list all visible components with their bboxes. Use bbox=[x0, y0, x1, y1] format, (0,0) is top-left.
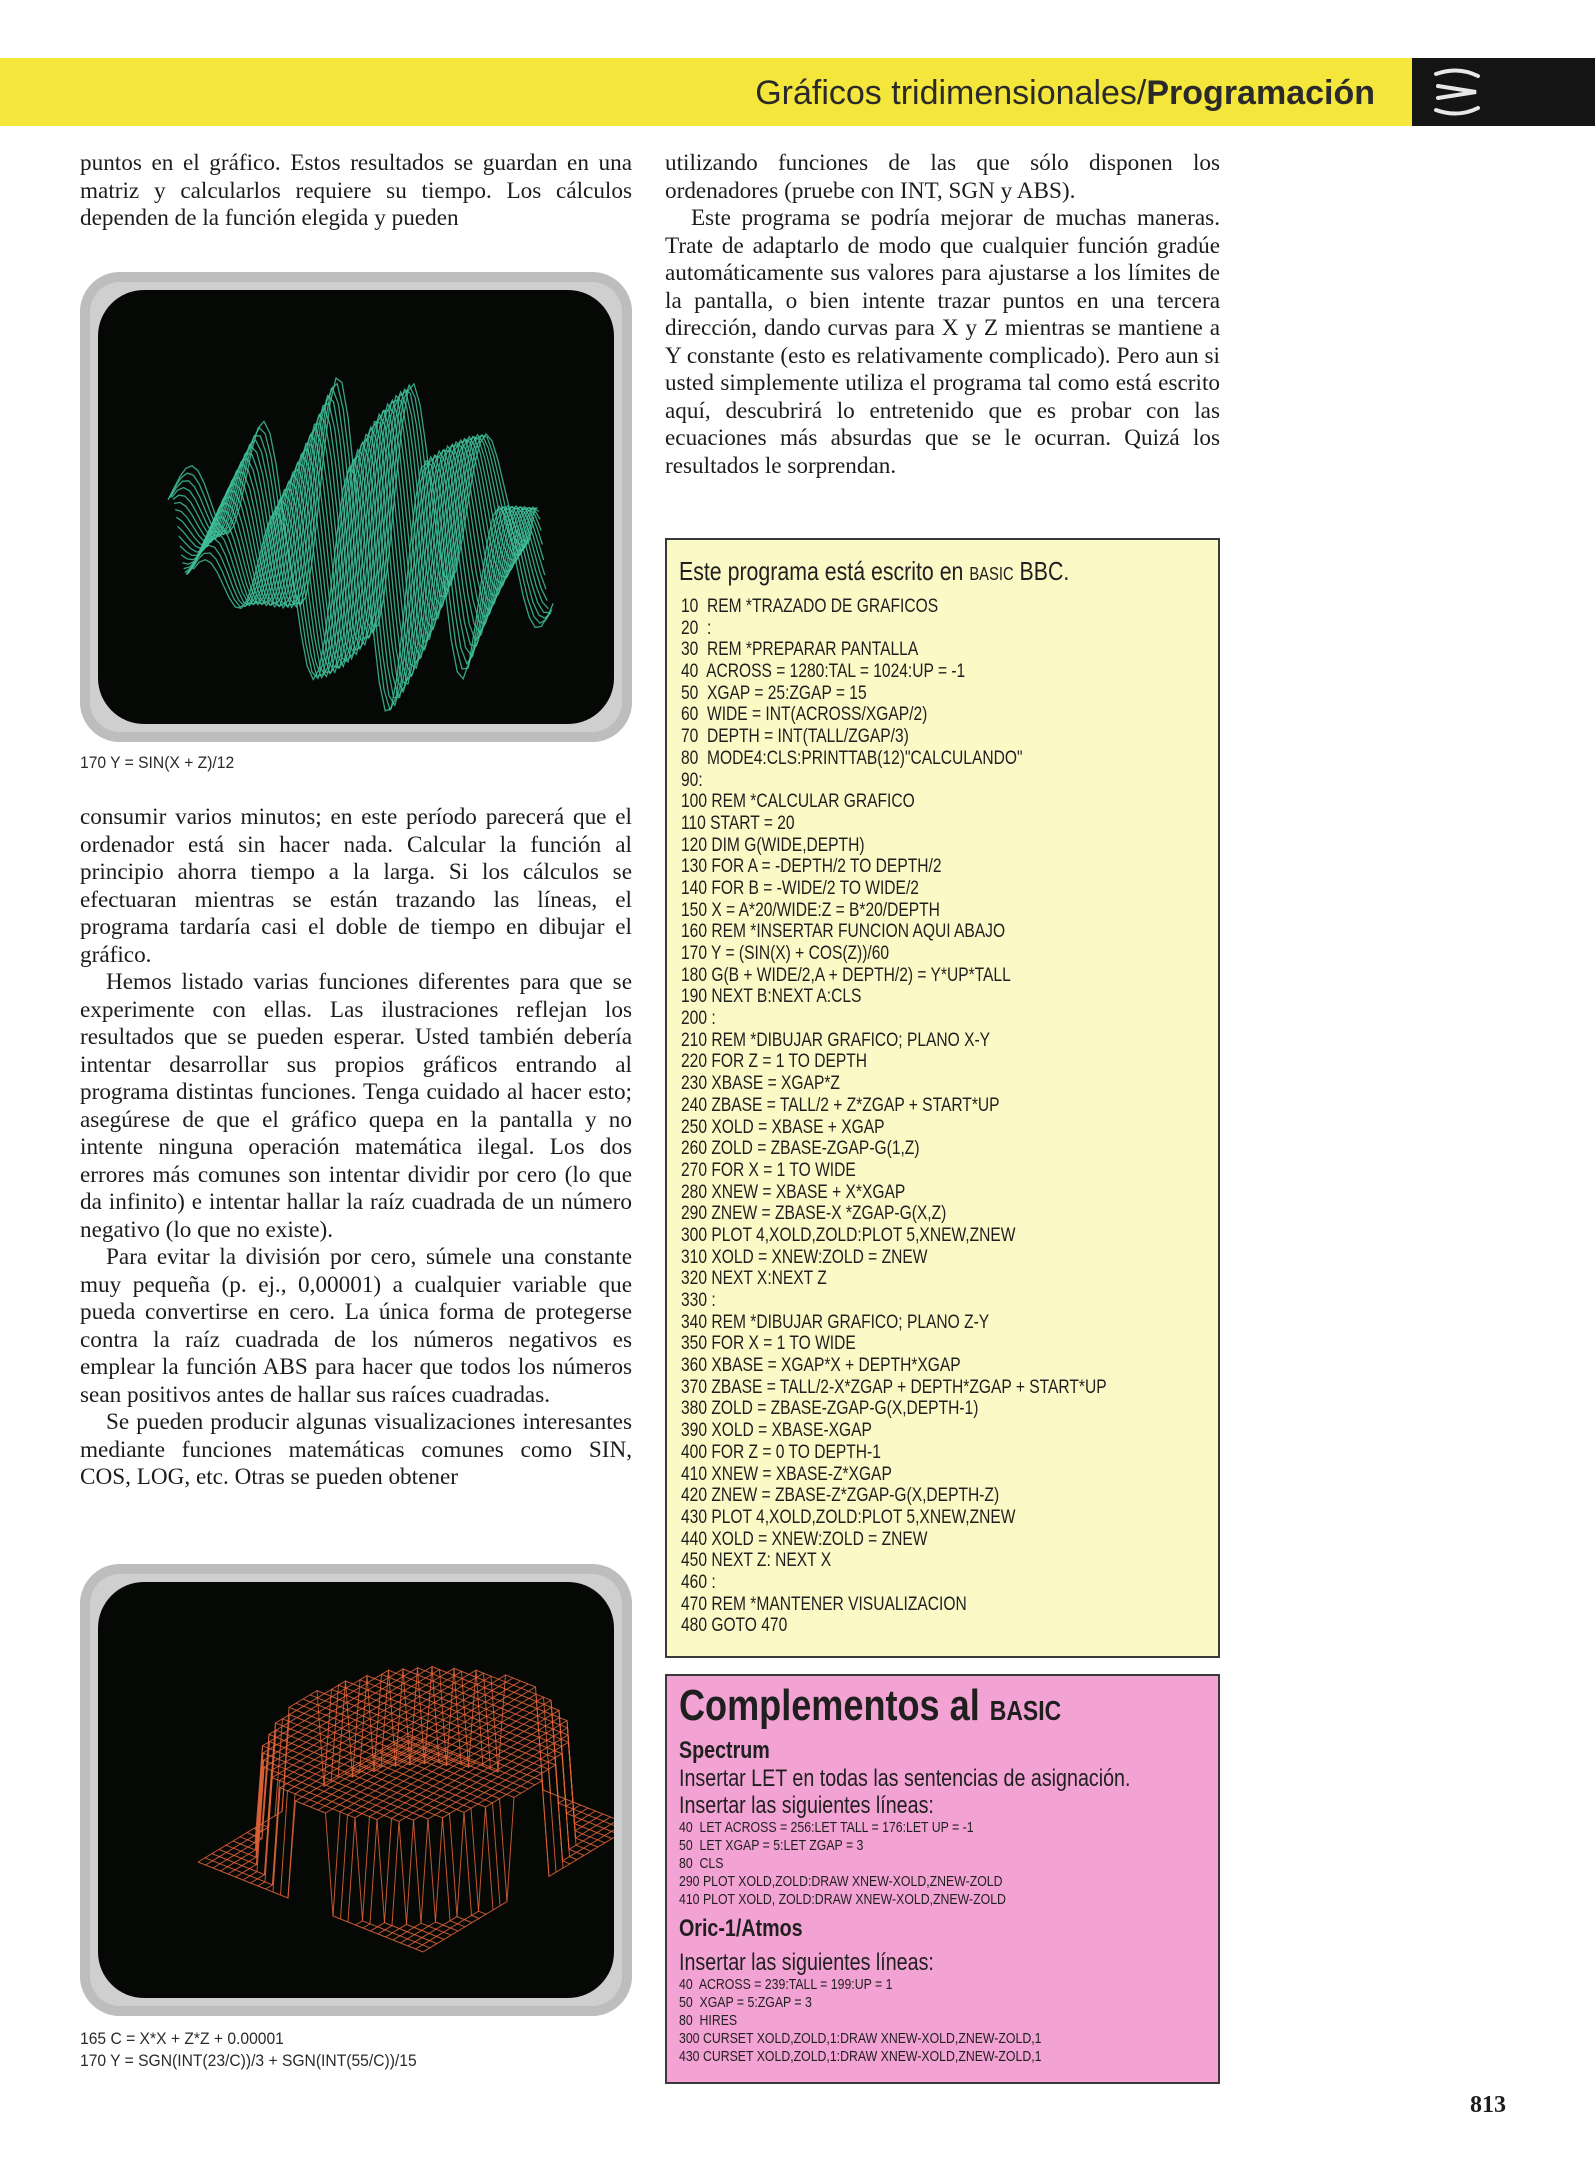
listing-line: 130 FOR A = -DEPTH/2 TO DEPTH/2 bbox=[681, 856, 942, 878]
left-paragraph-3: Para evitar la división por cero, súmele una constante muy pequeña (p. ej., 0,00001) a cualquier variable que pueda convertirse en cero. La única forma de protegerse contra la raíz cuadrada de los números negativos es emplear la función ABS para hacer que todos los números sean positivos antes de hallar sus raíces cuadradas. bbox=[80, 1244, 632, 1408]
listing-line: 460 : bbox=[681, 1571, 716, 1593]
listing-line: 280 XNEW = XBASE + X*XGAP bbox=[681, 1181, 906, 1203]
figure-monitor-tower bbox=[80, 1564, 632, 2016]
spectrum-heading: Spectrum bbox=[679, 1737, 770, 1764]
program-listing bbox=[681, 596, 1173, 1637]
right-paragraph-2: Este programa se podría mejorar de muchas maneras. Trate de adaptarlo de modo que cualquier función gradúe automáticamente sus valores para ajustarse a los límites de la pantalla, o bien intente trazar puntos en una tercera dirección, dando curvas para X y Z mientras se mantiene a Y constante (esto es relativamente complicado). Pero aun si usted simplemente utiliza el programa tal como está escrito aquí, descubrirá lo entretenido que es probar con las ecuaciones más absurdas que se le ocurran. Quizá los resultados le sorprendan. bbox=[665, 205, 1220, 479]
left-column-body bbox=[80, 804, 632, 1492]
oric-code-line: 430 CURSET XOLD,ZOLD,1:DRAW XNEW-XOLD,ZNEW-ZOLD,1 bbox=[679, 2048, 1042, 2065]
oric-code-line: 50 XGAP = 5:ZGAP = 3 bbox=[679, 1994, 812, 2011]
listing-line: 260 ZOLD = ZBASE-ZGAP-G(1,Z) bbox=[681, 1138, 920, 1160]
listing-title bbox=[679, 556, 1069, 589]
section-tab bbox=[1412, 58, 1595, 126]
spectrum-text-1: Insertar LET en todas las sentencias de asignación. bbox=[679, 1765, 1131, 1792]
tower-mesh-line bbox=[326, 1687, 536, 1813]
page-number: 813 bbox=[1470, 2092, 1506, 2118]
oric-code-line: 300 CURSET XOLD,ZOLD,1:DRAW XNEW-XOLD,ZNEW-ZOLD,1 bbox=[679, 2030, 1042, 2047]
listing-line: 480 GOTO 470 bbox=[681, 1615, 788, 1637]
listing-line: 150 X = A*20/WIDE:Z = B*20/DEPTH bbox=[681, 899, 940, 921]
listing-line: 250 XOLD = XBASE + XGAP bbox=[681, 1116, 885, 1138]
listing-line: 340 REM *DIBUJAR GRAFICO; PLANO Z-Y bbox=[681, 1311, 990, 1333]
oric-code-line: 80 HIRES bbox=[679, 2012, 738, 2029]
listing-line: 20 : bbox=[681, 617, 712, 639]
spectrum-code-line: 40 LET ACROSS = 256:LET TALL = 176:LET UP = -1 bbox=[679, 1819, 974, 1836]
tower-mesh-line bbox=[254, 1734, 479, 1918]
complementos-title bbox=[679, 1680, 1212, 1737]
listing-line: 70 DEPTH = INT(TALL/ZGAP/3) bbox=[681, 726, 909, 748]
listing-line: 110 START = 20 bbox=[681, 812, 795, 834]
listing-line: 450 NEXT Z: NEXT X bbox=[681, 1550, 832, 1572]
listing-line: 330 : bbox=[681, 1290, 716, 1311]
listing-line: 160 REM *INSERTAR FUNCION AQUI ABAJO bbox=[681, 921, 1006, 943]
oric-code-line: 40 ACROSS = 239:TALL = 199:UP = 1 bbox=[679, 1976, 893, 1993]
complementos-content bbox=[679, 1680, 1212, 2066]
listing-line: 310 XOLD = XNEW:ZOLD = ZNEW bbox=[681, 1246, 928, 1268]
listing-line: 90: bbox=[681, 769, 703, 791]
spectrum-code bbox=[679, 1819, 1212, 1909]
spectrum-text-2: Insertar las siguientes líneas: bbox=[679, 1792, 934, 1819]
listing-title-suffix: BBC. bbox=[1013, 556, 1070, 586]
header-title-bold: Programación bbox=[1146, 74, 1375, 112]
complementos-title-basic: BASIC bbox=[989, 1695, 1062, 1726]
listing-line: 320 NEXT X:NEXT Z bbox=[681, 1268, 827, 1290]
listing-line: 170 Y = (SIN(X) + COS(Z))/60 bbox=[681, 943, 890, 964]
listing-line: 140 FOR B = -WIDE/2 TO WIDE/2 bbox=[681, 877, 919, 899]
tower-mesh-line bbox=[198, 1801, 423, 1952]
left-paragraph-2: Hemos listado varias funciones diferentes para que se experimente con ellas. Las ilustraciones reflejan los resultados que se pueden esperar. Usted también debería intentar desarrollar sus propios gráficos entrando al programa distintas funciones. Tenga cuidado al hacer esto; asegúrese de que el gráfico quepa en la pantalla y no intente ninguna operación matemática ilegal. Los dos errores más comunes son intentar dividir por cero (lo que da infinito) e intentar hallar la raíz cuadrada de un número negativo (lo que no existe). bbox=[80, 969, 632, 1243]
complementos-title-prefix: Complementos al bbox=[679, 1681, 990, 1730]
listing-line: 240 ZBASE = TALL/2 + Z*ZGAP + START*UP bbox=[681, 1094, 1000, 1116]
listing-line: 440 XOLD = XNEW:ZOLD = ZNEW bbox=[681, 1528, 928, 1550]
listing-line: 400 FOR Z = 0 TO DEPTH-1 bbox=[681, 1441, 881, 1463]
listing-line: 200 : bbox=[681, 1008, 716, 1030]
listing-line: 190 NEXT B:NEXT A:CLS bbox=[681, 986, 862, 1008]
page-header-title bbox=[755, 68, 1375, 118]
monitor-screen-tower bbox=[98, 1582, 614, 1998]
listing-line: 230 XBASE = XGAP*Z bbox=[681, 1073, 840, 1095]
left-paragraph-1: consumir varios minutos; en este período parecerá que el ordenador está sin hacer nada. Calcular la función al principio ahorra tiempo a la larga. Si los cálculos se efectuaran mientras se están trazando las líneas, el programa tardaría casi el doble de tiempo en dibujar el gráfico. bbox=[80, 804, 632, 968]
listing-line: 220 FOR Z = 1 TO DEPTH bbox=[681, 1051, 868, 1073]
monitor-screen-wave bbox=[98, 290, 614, 724]
tower-mesh-line bbox=[219, 1767, 444, 1939]
listing-line: 60 WIDE = INT(ACROSS/XGAP/2) bbox=[681, 704, 928, 726]
listing-line: 100 REM *CALCULAR GRAFICO bbox=[681, 791, 915, 813]
oric-text: Insertar las siguientes líneas: bbox=[679, 1949, 934, 1976]
listing-line: 380 ZOLD = ZBASE-ZGAP-G(X,DEPTH-1) bbox=[681, 1398, 979, 1420]
listing-title-prefix: Este programa está escrito en bbox=[679, 556, 970, 586]
tower-mesh-line bbox=[423, 1781, 614, 1952]
spectrum-code-line: 80 CLS bbox=[679, 1855, 724, 1872]
listing-line: 300 PLOT 4,XOLD,ZOLD:PLOT 5,XNEW,ZNEW bbox=[681, 1224, 1016, 1246]
wave-surface-graphic bbox=[98, 290, 614, 724]
listing-line: 420 ZNEW = ZBASE-Z*ZGAP-G(X,DEPTH-Z) bbox=[681, 1485, 1000, 1507]
listing-line: 410 XNEW = XBASE-Z*XGAP bbox=[681, 1463, 892, 1485]
listing-title-basic: BASIC bbox=[969, 564, 1014, 584]
right-paragraph-1: utilizando funciones de las que sólo disponen los ordenadores (pruebe con INT, SGN y ABS). bbox=[665, 150, 1220, 204]
figure-monitor-wave bbox=[80, 272, 632, 742]
oric-code bbox=[679, 1976, 1212, 2066]
spectrum-code-line: 410 PLOT XOLD, ZOLD:DRAW XNEW-XOLD,ZNEW-ZOLD bbox=[679, 1891, 1006, 1908]
listing-line: 80 MODE4:CLS:PRINTTAB(12)"CALCULANDO" bbox=[681, 747, 1023, 769]
left-paragraph-4: Se pueden producir algunas visualizaciones interesantes mediante funciones matemáticas comunes como SIN, COS, LOG, etc. Otras se pueden obtener bbox=[80, 1409, 632, 1490]
spectrum-code-line: 290 PLOT XOLD,ZOLD:DRAW XNEW-XOLD,ZNEW-ZOLD bbox=[679, 1873, 1003, 1890]
listing-line: 10 REM *TRAZADO DE GRAFICOS bbox=[681, 596, 939, 617]
listing-line: 180 G(B + WIDE/2,A + DEPTH/2) = Y*UP*TALL bbox=[681, 964, 1011, 986]
right-column-body bbox=[665, 150, 1220, 480]
spectrum-code-line: 50 LET XGAP = 5:LET ZGAP = 3 bbox=[679, 1837, 864, 1854]
listing-line: 50 XGAP = 25:ZGAP = 15 bbox=[681, 682, 867, 704]
program-listing-box bbox=[665, 538, 1220, 1658]
listing-line: 290 ZNEW = ZBASE-X *ZGAP-G(X,Z) bbox=[681, 1203, 947, 1225]
complementos-box bbox=[665, 1674, 1220, 2084]
listing-line: 360 XBASE = XGAP*X + DEPTH*XGAP bbox=[681, 1355, 961, 1377]
oric-heading: Oric-1/Atmos bbox=[679, 1915, 803, 1942]
header-title-normal: Gráficos tridimensionales/ bbox=[755, 74, 1147, 112]
listing-line: 430 PLOT 4,XOLD,ZOLD:PLOT 5,XNEW,ZNEW bbox=[681, 1506, 1016, 1528]
listing-line: 390 XOLD = XBASE-XGAP bbox=[681, 1420, 872, 1442]
listing-line: 370 ZBASE = TALL/2-X*ZGAP + DEPTH*ZGAP + START*UP bbox=[681, 1376, 1107, 1398]
tower-surface-graphic bbox=[98, 1582, 614, 1998]
tower-mesh-line bbox=[371, 1718, 581, 1931]
figure1-caption: 170 Y = SIN(X + Z)/12 bbox=[80, 753, 235, 772]
left-column-intro bbox=[80, 150, 632, 233]
listing-line: 40 ACROSS = 1280:TAL = 1024:UP = -1 bbox=[681, 661, 966, 683]
intro-paragraph: puntos en el gráfico. Estos resultados se guardan en una matriz y calcularlos requiere su tiempo. Los cálculos dependen de la función elegida y pueden bbox=[80, 150, 632, 231]
stylized-zigzag-icon bbox=[1428, 64, 1488, 120]
listing-line: 210 REM *DIBUJAR GRAFICO; PLANO X-Y bbox=[681, 1029, 991, 1051]
listing-line: 120 DIM G(WIDE,DEPTH) bbox=[681, 834, 865, 856]
listing-line: 350 FOR X = 1 TO WIDE bbox=[681, 1333, 856, 1355]
listing-line: 270 FOR X = 1 TO WIDE bbox=[681, 1159, 856, 1181]
figure2-caption: 165 C = X*X + Z*Z + 0.00001 170 Y = SGN(INT(23/C))/3 + SGN(INT(55/C))/15 bbox=[80, 2029, 417, 2070]
tower-mesh-line bbox=[401, 1670, 614, 1830]
listing-line: 30 REM *PREPARAR PANTALLA bbox=[681, 639, 919, 661]
listing-line: 470 REM *MANTENER VISUALIZACION bbox=[681, 1593, 967, 1615]
